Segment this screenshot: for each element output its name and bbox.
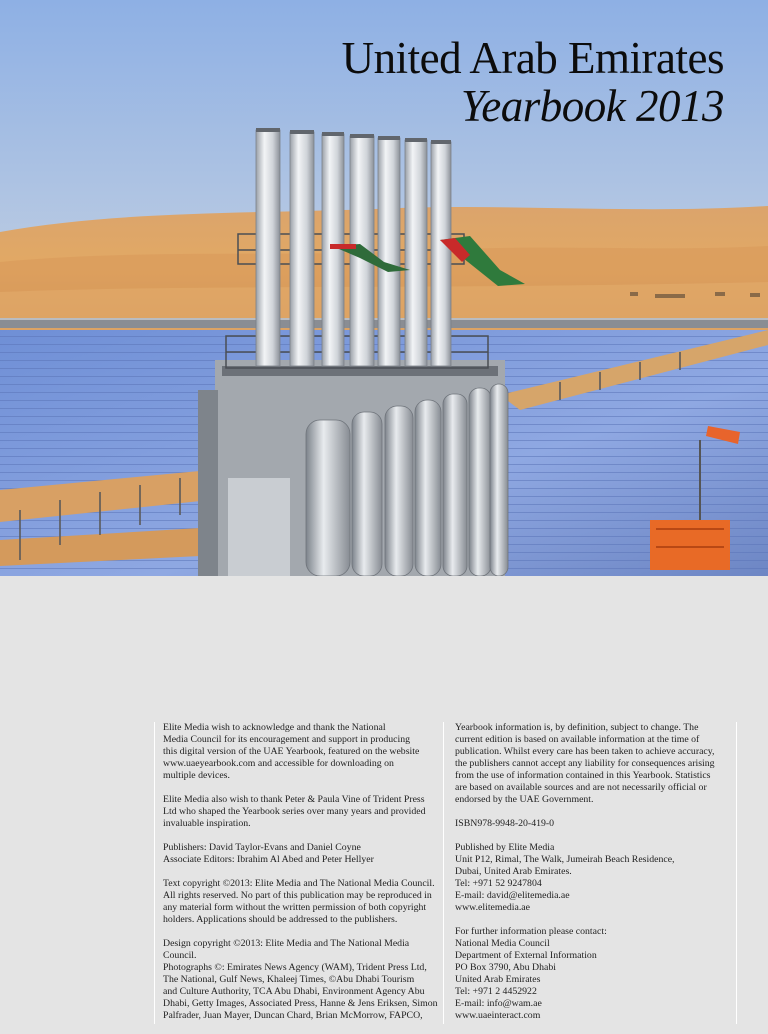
text-line: National Media Council — [455, 938, 550, 949]
text-line: Associate Editors: Ibrahim Al Abed and Peter Hellyer — [163, 854, 374, 865]
isbn-paragraph — [455, 818, 737, 830]
text-line: from the use of information contained in this Yearbook. Statistics — [455, 770, 711, 781]
text-line: E-mail: info@wam.ae — [455, 998, 542, 1009]
imprint-left-column — [163, 722, 445, 1034]
copyright-paragraph — [163, 878, 445, 926]
publishers-paragraph — [163, 842, 445, 866]
text-line: Tel: +971 52 9247804 — [455, 878, 542, 889]
text-line: Media Council for its encouragement and support in producing — [163, 734, 411, 745]
text-line: Published by Elite Media — [455, 842, 555, 853]
isbn: ISBN978-9948-20-419-0 — [455, 818, 555, 829]
text-line: www.uaeyearbook.com and accessible for downloading on — [163, 758, 394, 769]
text-line: Elite Media wish to acknowledge and thank the National — [163, 722, 386, 733]
text-line: the publishers cannot accept any liability for consequences arising — [455, 758, 715, 769]
text-line: Photographs ©: Emirates News Agency (WAM), Trident Press Ltd, — [163, 962, 427, 973]
text-line: All rights reserved. No part of this publication may be reproduced in — [163, 890, 432, 901]
text-line: Dubai, United Arab Emirates. — [455, 866, 572, 877]
cover-title — [342, 34, 724, 130]
title-main: United Arab Emirates — [341, 33, 724, 83]
text-line: holders. Applications should be addressed to the publishers. — [163, 914, 398, 925]
text-line: www.elitemedia.ae — [455, 902, 530, 913]
contact-paragraph — [455, 926, 737, 1022]
text-line: PO Box 3790, Abu Dhabi — [455, 962, 556, 973]
acknowledgement-paragraph — [163, 722, 445, 782]
text-line: multiple devices. — [163, 770, 230, 781]
text-line: are based on available sources and are not necessarily official or — [455, 782, 707, 793]
text-line: Ltd who shaped the Yearbook series over many years and provided — [163, 806, 426, 817]
publisher-address — [455, 842, 737, 914]
text-line: Publishers: David Taylor-Evans and Daniel Coyne — [163, 842, 361, 853]
text-line: E-mail: david@elitemedia.ae — [455, 890, 570, 901]
text-line: Elite Media also wish to thank Peter & Paula Vine of Trident Press — [163, 794, 425, 805]
text-line: Unit P12, Rimal, The Walk, Jumeirah Beach Residence, — [455, 854, 675, 865]
text-line: this digital version of the UAE Yearbook, featured on the website — [163, 746, 420, 757]
text-line: For further information please contact: — [455, 926, 607, 937]
text-line: Palfrader, Juan Mayer, Duncan Chard, Brian McMorrow, FAPCO, — [163, 1010, 423, 1021]
text-line: www.uaeinteract.com — [455, 1010, 541, 1021]
text-line: Dhabi, Getty Images, Associated Press, Hanne & Jens Eriksen, Simon — [163, 998, 438, 1009]
text-line: any material form without the written permission of both copyright — [163, 902, 427, 913]
credits-paragraph — [163, 938, 445, 1022]
text-line: publication. Whilst every care has been taken to achieve accuracy, — [455, 746, 715, 757]
title-subtitle: Yearbook 2013 — [460, 81, 724, 131]
text-line: endorsed by the UAE Government. — [455, 794, 594, 805]
imprint-right-column — [455, 722, 737, 1034]
text-line: invaluable inspiration. — [163, 818, 251, 829]
text-line: Tel: +971 2 4452922 — [455, 986, 537, 997]
text-line: Department of External Information — [455, 950, 597, 961]
text-line: United Arab Emirates — [455, 974, 541, 985]
text-line: Council. — [163, 950, 197, 961]
text-line: and Culture Authority, TCA Abu Dhabi, Environment Agency Abu — [163, 986, 425, 997]
column-divider — [154, 722, 155, 1024]
thanks-paragraph — [163, 794, 445, 830]
text-line: Text copyright ©2013: Elite Media and The National Media Council. — [163, 878, 435, 889]
text-line: Design copyright ©2013: Elite Media and The National Media — [163, 938, 410, 949]
text-line: current edition is based on available information at the time of — [455, 734, 700, 745]
text-line: Yearbook information is, by definition, subject to change. The — [455, 722, 699, 733]
text-line: The National, Gulf News, Khaleej Times, ©Abu Dhabi Tourism — [163, 974, 415, 985]
disclaimer-paragraph — [455, 722, 737, 806]
